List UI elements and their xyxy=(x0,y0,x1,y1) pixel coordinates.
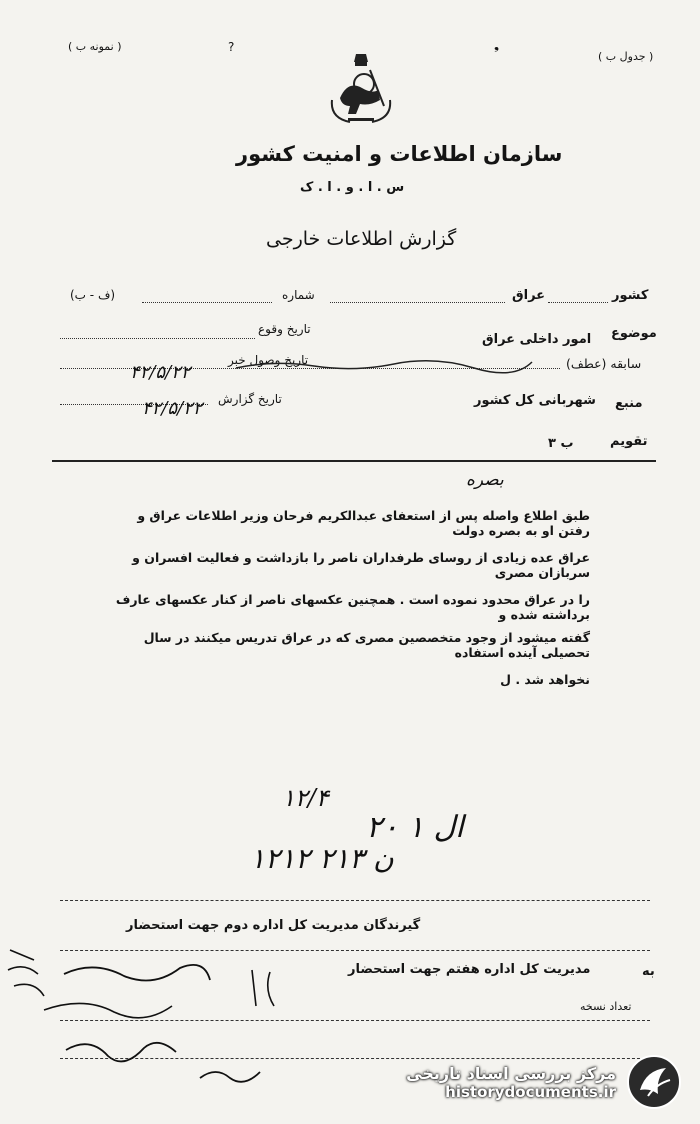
to-value: مدیریت کل اداره هفتم جهت استحضار xyxy=(348,962,591,977)
lion-and-sun-emblem-icon xyxy=(326,50,396,130)
country-value: عراق xyxy=(512,288,546,303)
copies-label: تعداد نسخه xyxy=(580,1000,632,1013)
recipients-line: گیرندگان مدیریت کل اداره دوم جهت استحضار xyxy=(126,918,421,933)
report-date-label: تاریخ گزارش xyxy=(218,392,282,406)
country-label: کشور xyxy=(612,288,649,303)
handwritten-annotation: ال ۱ ۲۰ xyxy=(366,810,464,845)
source-value: شهربانی کل کشور xyxy=(474,393,596,408)
form-label: ( نمونه ب ) xyxy=(68,40,122,53)
table-label: ( جدول ب ) xyxy=(598,50,654,63)
evaluation-value: ب ۳ xyxy=(548,436,574,451)
subject-value: امور داخلی عراق xyxy=(482,332,592,347)
strikeout-scribble xyxy=(234,356,534,376)
signature-scribble-icon xyxy=(196,1060,266,1090)
receipt-date-value: ۴۲/۵/۲۲ xyxy=(130,362,191,383)
body-line: نخواهد شد . ل xyxy=(500,672,590,687)
body-line: عراق عده زیادی از روسای طرفداران ناصر را بازداشت و فعالیت افسران و سربازان مصری xyxy=(132,550,590,580)
watermark xyxy=(406,1054,682,1110)
body-line: طبق اطلاع واصله پس از استعفای عبدالکریم فرحان وزیر اطلاعات عراق و رفتن او به بصره دولت xyxy=(137,508,590,538)
signature-scribble-icon xyxy=(4,940,224,1090)
source-label: منبع xyxy=(615,396,643,411)
precedent-label: سابقه (عطف) xyxy=(566,356,642,371)
mark-glyph: ? xyxy=(228,40,235,54)
evaluation-label: تقویم xyxy=(610,434,648,449)
receipt-date-label: تاریخ وصول خبر xyxy=(228,353,309,367)
handwritten-insert: بصره xyxy=(466,470,504,490)
organization-name: سازمان اطلاعات و امنیت کشور xyxy=(236,142,563,166)
body-line: را در عراق محدود نموده است . همچنین عکسهای ناصر از کنار عکسهای عارف برداشته شده و xyxy=(115,592,590,622)
to-label: به xyxy=(642,964,655,979)
handwritten-annotation: ۱۲۱۲ ن ۲۱۳ xyxy=(250,842,394,875)
handwritten-annotation: ۱۲/۴ xyxy=(282,784,329,812)
event-date-label: تاریخ وقوع xyxy=(258,322,311,336)
number-suffix: (ف - ب) xyxy=(70,288,116,302)
watermark-title: مرکز بررسی اسناد تاریخی xyxy=(406,1063,616,1083)
organization-code: س . ا . و . ا . ک xyxy=(300,180,405,195)
report-title: گزارش اطلاعات خارجی xyxy=(266,228,457,250)
subject-label: موضوع xyxy=(611,326,657,341)
archive-logo-icon xyxy=(626,1054,682,1110)
body-line: گفته میشود از وجود متخصصین مصری که در عراق تدریس میکنند در سال تحصیلی آینده استفاده xyxy=(143,630,590,660)
watermark-url: historydocuments.ir xyxy=(445,1082,616,1101)
report-date-value: ۴۲/۵/۲۲ xyxy=(142,398,203,419)
mark-glyph: ❟ xyxy=(494,38,500,53)
number-label: شماره xyxy=(282,288,315,302)
hand-mark-icon xyxy=(244,966,284,1010)
